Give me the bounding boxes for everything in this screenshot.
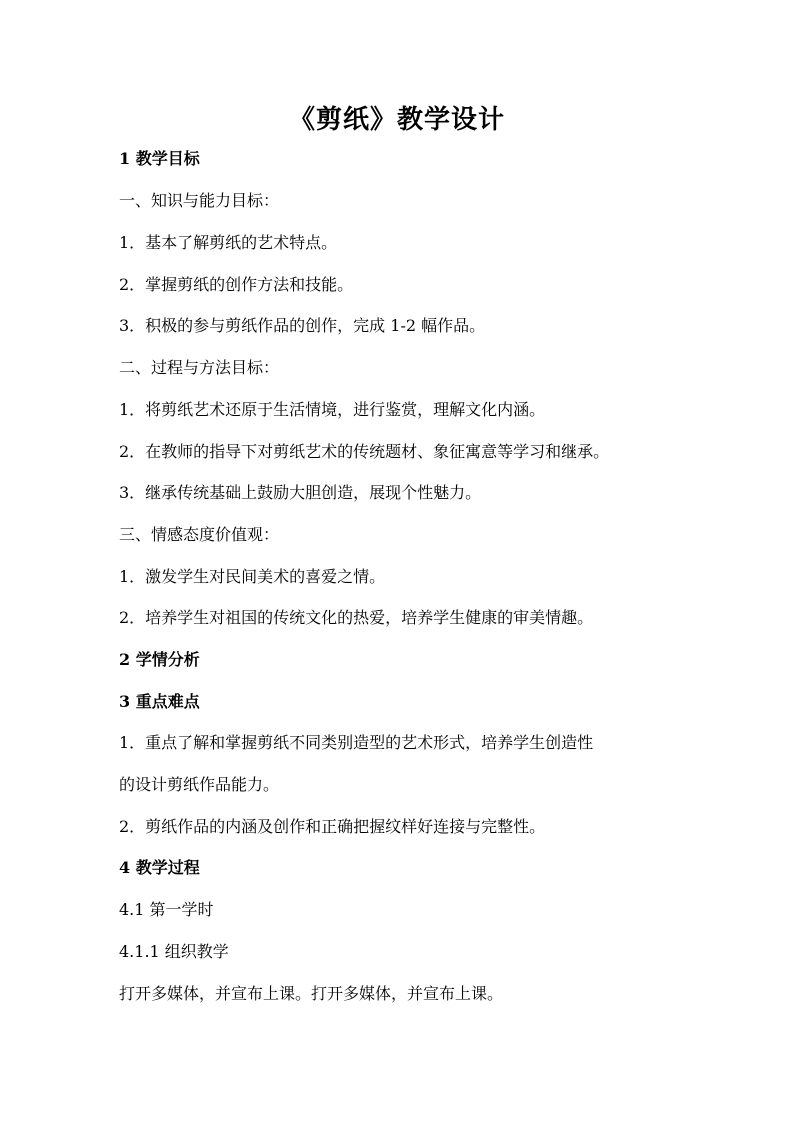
section-heading-key-points: 3 重点难点: [119, 692, 200, 711]
section-heading-teaching-goals: 1 教学目标: [119, 149, 200, 168]
list-item: 3．继承传统基础上鼓励大胆创造，展现个性魅力。: [119, 483, 482, 502]
subheading-emotion-values: 三、情感态度价值观：: [119, 525, 280, 544]
subheading-knowledge-ability: 一、知识与能力目标：: [119, 191, 280, 210]
document-title: 《剪纸》教学设计: [288, 105, 505, 135]
subsection-heading-first-lesson: 4.1 第一学时: [119, 900, 214, 919]
list-item: 1．激发学生对民间美术的喜爱之情。: [119, 567, 386, 586]
list-item: 3．积极的参与剪纸作品的创作，完成 1-2 幅作品。: [119, 316, 486, 335]
list-item: 1．重点了解和掌握剪纸不同类别造型的艺术形式，培养学生创造性: [119, 733, 594, 752]
list-item: 2．在教师的指导下对剪纸艺术的传统题材、象征寓意等学习和继承。: [119, 442, 610, 461]
subheading-process-method: 二、过程与方法目标：: [119, 358, 280, 377]
list-item: 2．剪纸作品的内涵及创作和正确把握纹样好连接与完整性。: [119, 817, 546, 836]
list-item: 2．培养学生对祖国的传统文化的热爱，培养学生健康的审美情趣。: [119, 608, 594, 627]
list-item: 2．掌握剪纸的创作方法和技能。: [119, 275, 354, 294]
list-item-continuation: 的设计剪纸作品能力。: [119, 775, 280, 794]
list-item: 1．将剪纸艺术还原于生活情境，进行鉴赏，理解文化内涵。: [119, 400, 546, 419]
body-paragraph: 打开多媒体，并宣布上课。打开多媒体，并宣布上课。: [119, 984, 504, 1003]
list-item: 1．基本了解剪纸的艺术特点。: [119, 233, 338, 252]
section-heading-teaching-process: 4 教学过程: [119, 858, 200, 877]
section-heading-student-analysis: 2 学情分析: [119, 650, 200, 669]
subsubsection-heading-organize-teaching: 4.1.1 组织教学: [119, 942, 229, 961]
